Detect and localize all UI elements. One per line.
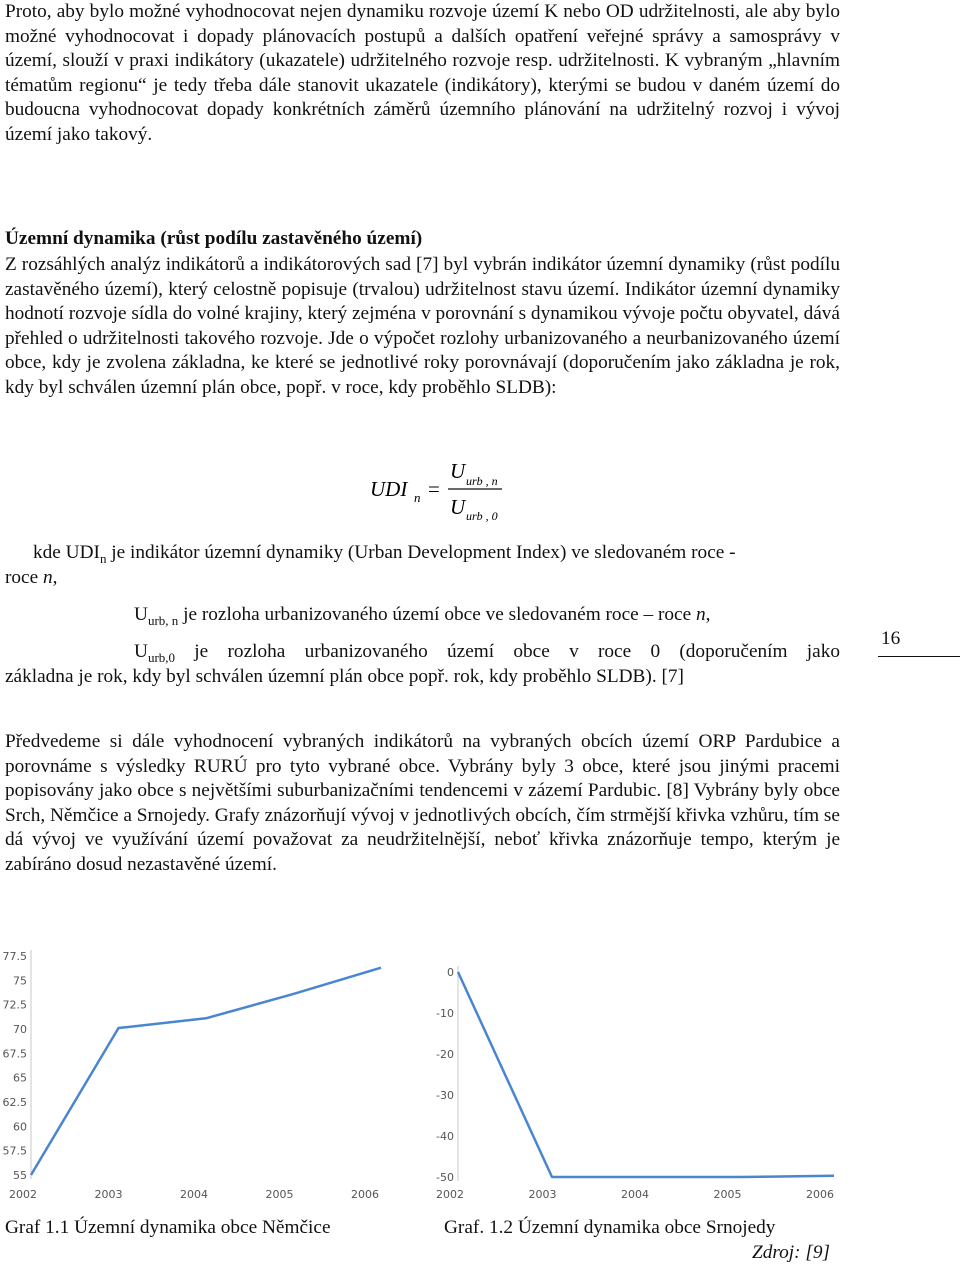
intro-paragraph: Proto, aby bylo možné vyhodnocovat nejen dynamiku rozvoje území K nebo OD udržitelnosti, ale aby bylo možné vyhodnocovat i dopady plánovacích postupů a dalších opatření veřejné správy a samosprávy v území, slouží v praxi indikátory (ukazatele) udržitelného rozvoje resp. udržitelnosti. K vybraným „hlavním tématům regionu“ je tedy třeba dále stanovit ukazatele (indikátory), kterými se budou v daném území do budoucna vyhodnocovat dopady konkrétních záměrů územního plánování na udržitelný rozvoj i vývoj území jako takový. bbox=[5, 1, 840, 145]
y-tick-label: 0 bbox=[447, 966, 454, 979]
formula-denominator: U bbox=[450, 495, 466, 519]
definition-udi: kde $UDI_n$ je indikátor územní dynamiky (Urban Development Index) ve sledovaném roce - bbox=[33, 542, 736, 566]
y-tick-label: 72.5 bbox=[2, 998, 27, 1012]
caption-chart-1: Graf 1.1 Územní dynamika obce Němčice bbox=[5, 1217, 331, 1238]
x-tick-label: 2004 bbox=[621, 1188, 649, 1201]
y-tick-label: 70 bbox=[13, 1023, 27, 1036]
x-tick-label: 2006 bbox=[351, 1188, 379, 1201]
y-tick-label: -30 bbox=[436, 1089, 454, 1102]
y-tick-label: 57.5 bbox=[2, 1144, 27, 1158]
y-tick-label: -20 bbox=[436, 1048, 454, 1061]
page-number: 16 bbox=[878, 628, 960, 657]
definition-udi-cont: roce n, bbox=[5, 567, 58, 588]
x-tick-label: 2005 bbox=[265, 1188, 294, 1201]
formula-denominator-sub: urb , 0 bbox=[466, 509, 498, 523]
source-note: Zdroj: [9] bbox=[752, 1242, 831, 1263]
y-tick-label: 62.5 bbox=[2, 1096, 27, 1109]
x-tick-label: 2002 bbox=[9, 1188, 37, 1201]
y-tick-label: -10 bbox=[436, 1007, 454, 1020]
formula-lhs-sub: n bbox=[414, 490, 421, 505]
formula-lhs: UDI bbox=[370, 477, 408, 501]
series-line bbox=[31, 968, 381, 1175]
section-heading: Územní dynamika (růst podílu zastavěného území) bbox=[5, 228, 423, 249]
chart-srnojedy bbox=[428, 942, 838, 1204]
y-tick-label: 55 bbox=[13, 1169, 27, 1182]
series-line bbox=[458, 972, 834, 1177]
y-tick-label: 65 bbox=[13, 1071, 27, 1085]
y-tick-label: 60 bbox=[13, 1120, 27, 1134]
x-tick-label: 2003 bbox=[94, 1188, 123, 1201]
y-tick-label: 67.5 bbox=[2, 1047, 27, 1061]
definition-urb-0: $U_{urb,0}$ je rozloha urbanizovaného území obce v roce 0 (doporučením jako bbox=[134, 641, 840, 665]
udi-formula bbox=[370, 456, 530, 526]
caption-chart-2: Graf. 1.2 Územní dynamika obce Srnojedy bbox=[444, 1217, 776, 1238]
formula-numerator-sub: urb , n bbox=[466, 474, 498, 488]
y-tick-label: -50 bbox=[436, 1171, 454, 1184]
x-tick-label: 2003 bbox=[528, 1188, 557, 1201]
y-tick-label: -40 bbox=[436, 1130, 454, 1143]
y-tick-label: 77.5 bbox=[2, 950, 27, 963]
x-tick-label: 2006 bbox=[806, 1188, 834, 1201]
closing-paragraph: Předvedeme si dále vyhodnocení vybraných indikátorů na vybraných obcích území ORP Pardubice a porovnáme s výsledky RURÚ pro tyto vybrané obce. Vybrány byly 3 obce, které jsou jinými pracemi popisovány jako obce s největšími suburbanizačními tendencemi v zázemí Pardubic. [8] Vybrány byly obce Srch, Němčice a Srnojedy. Grafy znázorňují vývoj v jednotlivých obcích, čím strmější křivka vzhůru, tím se dá vývoj ve využívání území považovat za neudržitelnější, neboť křivka znázorňuje tempo, kterým je zabíráno dosud nezastavěné území. bbox=[5, 731, 840, 875]
formula-equals: = bbox=[428, 477, 440, 501]
definition-urb-0-cont: základna je rok, kdy byl schválen územní plán obce popř. rok, kdy proběhlo SLDB). [7] bbox=[5, 666, 684, 687]
x-tick-label: 2004 bbox=[180, 1188, 208, 1201]
section-paragraph: Z rozsáhlých analýz indikátorů a indikátorových sad [7] byl vybrán indikátor územní dynamiky (růst podílu zastavěného území), který celostně popisuje (trvalou) udržitelnost stavu území. Indikátor územní dynamiky hodnotí rozvoje sídla do volné krajiny, který zejména v porovnání s dynamikou vývoje počtu obyvatel, dává přehled o udržitelnosti takového rozvoje. Jde o výpočet rozlohy urbanizovaného a neurbanizovaného území obce, kdy je zvolena základna, ke které se jednotlivé roky porovnávají (doporučením jako základna je rok, kdy byl schválen územní plán obce, popř. v roce, kdy proběhlo SLDB): bbox=[5, 254, 840, 398]
x-tick-label: 2002 bbox=[436, 1188, 464, 1201]
x-tick-label: 2005 bbox=[713, 1188, 742, 1201]
definition-urb-n: $U_{urb, n}$ je rozloha urbanizovaného území obce ve sledovaném roce – roce n, bbox=[134, 604, 711, 628]
chart-nemcice bbox=[2, 942, 385, 1204]
formula-numerator: U bbox=[450, 459, 466, 483]
y-tick-label: 75 bbox=[13, 974, 27, 988]
